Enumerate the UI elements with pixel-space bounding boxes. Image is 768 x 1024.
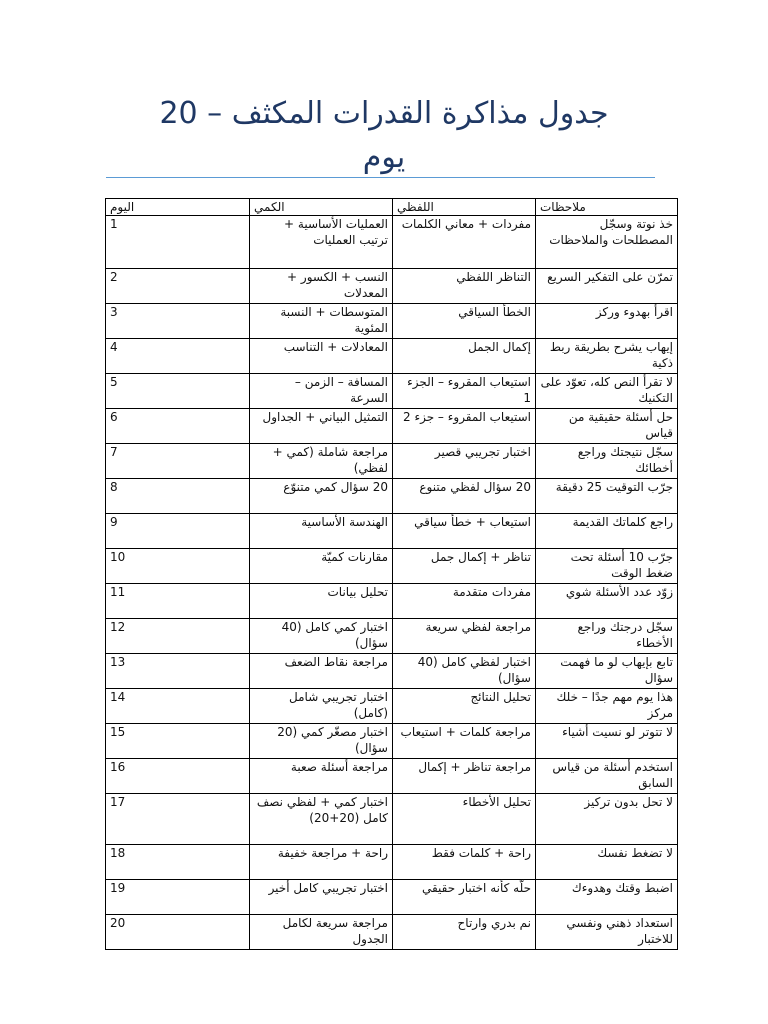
title-line-2: يوم <box>362 140 406 175</box>
verbal-cell: الخطأ السياقي <box>393 304 536 339</box>
quant-cell: اختبار تجريبي شامل (كامل) <box>250 689 393 724</box>
header-day: اليوم <box>106 199 250 216</box>
quant-cell: مقارنات كميّة <box>250 549 393 584</box>
verbal-cell: حلّه كأنه اختبار حقيقي <box>393 880 536 915</box>
table-row <box>106 269 678 304</box>
verbal-cell: تحليل النتائج <box>393 689 536 724</box>
quant-cell: راحة + مراجعة خفيفة <box>250 845 393 880</box>
verbal-cell: تناظر + إكمال جمل <box>393 549 536 584</box>
notes-cell: سجّل درجتك وراجع الأخطاء <box>536 619 678 654</box>
day-cell: 2 <box>106 269 250 304</box>
table-row <box>106 619 678 654</box>
day-cell: 5 <box>106 374 250 409</box>
study-schedule-table <box>105 198 678 950</box>
table-row <box>106 689 678 724</box>
quant-cell: المتوسطات + النسبة المئوية <box>250 304 393 339</box>
day-cell: 12 <box>106 619 250 654</box>
table-header-row <box>106 199 678 216</box>
table-row <box>106 880 678 915</box>
notes-cell: تمرّن على التفكير السريع <box>536 269 678 304</box>
table-row <box>106 845 678 880</box>
notes-cell: اضبط وقتك وهدوءك <box>536 880 678 915</box>
notes-cell: اقرأ بهدوء وركز <box>536 304 678 339</box>
day-cell: 9 <box>106 514 250 549</box>
notes-cell: سجّل نتيجتك وراجع أخطائك <box>536 444 678 479</box>
document-title <box>120 92 648 180</box>
table-row <box>106 584 678 619</box>
notes-cell: خذ نوتة وسجّل المصطلحات والملاحظات <box>536 216 678 269</box>
day-cell: 19 <box>106 880 250 915</box>
table-row <box>106 794 678 845</box>
notes-cell: لا تضغط نفسك <box>536 845 678 880</box>
notes-cell: هذا يوم مهم جدًا – خلك مركز <box>536 689 678 724</box>
day-cell: 1 <box>106 216 250 269</box>
verbal-cell: مفردات + معاني الكلمات <box>393 216 536 269</box>
quant-cell: مراجعة سريعة لكامل الجدول <box>250 915 393 950</box>
day-cell: 20 <box>106 915 250 950</box>
notes-cell: زوّد عدد الأسئلة شوي <box>536 584 678 619</box>
notes-cell: تابع بإيهاب لو ما فهمت سؤال <box>536 654 678 689</box>
verbal-cell: استيعاب المقروء – جزء 2 <box>393 409 536 444</box>
notes-cell: راجع كلماتك القديمة <box>536 514 678 549</box>
verbal-cell: مراجعة تناظر + إكمال <box>393 759 536 794</box>
verbal-cell: 20 سؤال لفظي متنوع <box>393 479 536 514</box>
quant-cell: المسافة – الزمن – السرعة <box>250 374 393 409</box>
quant-cell: النسب + الكسور + المعدلات <box>250 269 393 304</box>
quant-cell: اختبار كمي + لفظي نصف كامل (20+20) <box>250 794 393 845</box>
verbal-cell: إكمال الجمل <box>393 339 536 374</box>
verbal-cell: راحة + كلمات فقط <box>393 845 536 880</box>
verbal-cell: مراجعة كلمات + استيعاب <box>393 724 536 759</box>
day-cell: 3 <box>106 304 250 339</box>
verbal-cell: مفردات متقدمة <box>393 584 536 619</box>
table-row <box>106 339 678 374</box>
notes-cell: لا تتوتر لو نسيت أشياء <box>536 724 678 759</box>
quant-cell: 20 سؤال كمي متنوّع <box>250 479 393 514</box>
table-row <box>106 304 678 339</box>
quant-cell: مراجعة أسئلة صعبة <box>250 759 393 794</box>
verbal-cell: اختبار تجريبي قصير <box>393 444 536 479</box>
day-cell: 4 <box>106 339 250 374</box>
day-cell: 7 <box>106 444 250 479</box>
table-row <box>106 724 678 759</box>
header-notes: ملاحظات <box>536 199 678 216</box>
day-cell: 17 <box>106 794 250 845</box>
quant-cell: التمثيل البياني + الجداول <box>250 409 393 444</box>
notes-cell: جرّب 10 أسئلة تحت ضغط الوقت <box>536 549 678 584</box>
title-line-1: جدول مذاكرة القدرات المكثف – 20 <box>159 96 609 131</box>
quant-cell: مراجعة نقاط الضعف <box>250 654 393 689</box>
quant-cell: العمليات الأساسية + ترتيب العمليات <box>250 216 393 269</box>
quant-cell: تحليل بيانات <box>250 584 393 619</box>
quant-cell: المعادلات + التناسب <box>250 339 393 374</box>
table-row <box>106 514 678 549</box>
day-cell: 16 <box>106 759 250 794</box>
day-cell: 6 <box>106 409 250 444</box>
notes-cell: لا تقرأ النص كله، تعوّد على التكنيك <box>536 374 678 409</box>
verbal-cell: التناظر اللفظي <box>393 269 536 304</box>
table-row <box>106 374 678 409</box>
table-row <box>106 759 678 794</box>
day-cell: 10 <box>106 549 250 584</box>
table-row <box>106 479 678 514</box>
verbal-cell: استيعاب + خطأ سياقي <box>393 514 536 549</box>
day-cell: 18 <box>106 845 250 880</box>
table-row <box>106 444 678 479</box>
day-cell: 13 <box>106 654 250 689</box>
notes-cell: لا تحل بدون تركيز <box>536 794 678 845</box>
table-row <box>106 915 678 950</box>
quant-cell: الهندسة الأساسية <box>250 514 393 549</box>
quant-cell: اختبار مصغّر كمي (20 سؤال) <box>250 724 393 759</box>
notes-cell: استخدم أسئلة من قياس السابق <box>536 759 678 794</box>
notes-cell: جرّب التوقيت 25 دقيقة <box>536 479 678 514</box>
table-row <box>106 654 678 689</box>
verbal-cell: استيعاب المقروء – الجزء 1 <box>393 374 536 409</box>
table-row <box>106 409 678 444</box>
notes-cell: حل أسئلة حقيقية من قياس <box>536 409 678 444</box>
table-row <box>106 216 678 269</box>
title-underline <box>106 177 655 178</box>
notes-cell: إيهاب يشرح بطريقة ربط ذكية <box>536 339 678 374</box>
verbal-cell: تحليل الأخطاء <box>393 794 536 845</box>
header-quant: الكمي <box>250 199 393 216</box>
notes-cell: استعداد ذهني ونفسي للاختبار <box>536 915 678 950</box>
day-cell: 14 <box>106 689 250 724</box>
quant-cell: اختبار تجريبي كامل أخير <box>250 880 393 915</box>
header-verbal: اللفظي <box>393 199 536 216</box>
day-cell: 8 <box>106 479 250 514</box>
verbal-cell: مراجعة لفظي سريعة <box>393 619 536 654</box>
verbal-cell: نم بدري وارتاح <box>393 915 536 950</box>
table-row <box>106 549 678 584</box>
quant-cell: اختبار كمي كامل (40 سؤال) <box>250 619 393 654</box>
day-cell: 11 <box>106 584 250 619</box>
quant-cell: مراجعة شاملة (كمي + لفظي) <box>250 444 393 479</box>
day-cell: 15 <box>106 724 250 759</box>
verbal-cell: اختبار لفظي كامل (40 سؤال) <box>393 654 536 689</box>
